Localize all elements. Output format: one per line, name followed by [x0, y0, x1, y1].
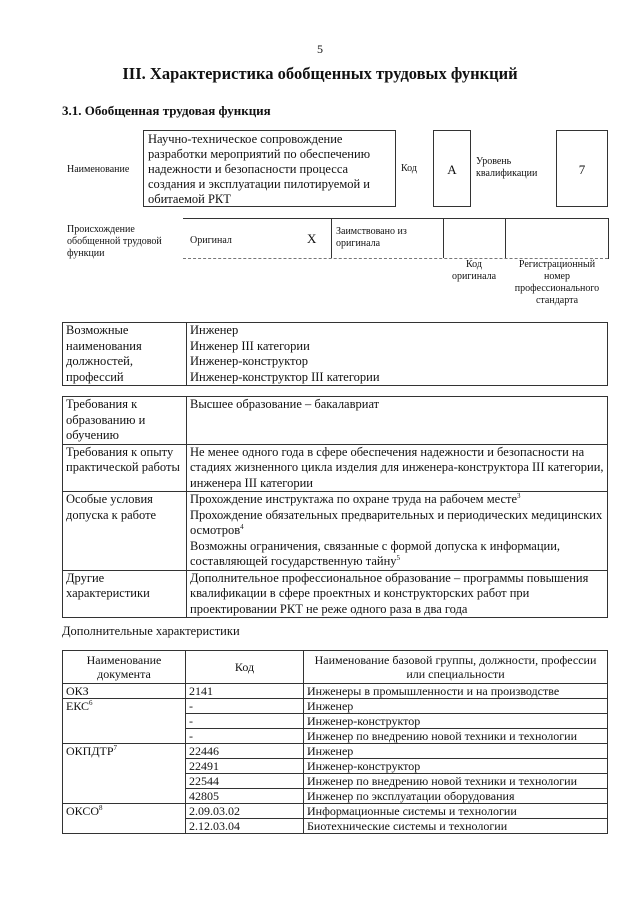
- footnote-ref: 7: [113, 744, 118, 752]
- code-cell: 22446: [186, 744, 304, 759]
- title-cell: Информационные системы и технологии: [304, 804, 608, 819]
- admission-line: Возможны ограничения, связанные с формой допуска к информации, составляющей государственную тайну: [190, 538, 561, 568]
- code-cell: 42805: [186, 789, 304, 804]
- original-label: Оригинал: [190, 235, 232, 246]
- title-cell: Инженер по внедрению новой техники и технологии: [304, 729, 608, 744]
- admission-line: Прохождение обязательных предварительных и периодических медицинских осмотров: [190, 507, 603, 537]
- footnote-ref: 8: [99, 804, 103, 812]
- origin-divider-1: [331, 218, 332, 258]
- admission-line: Прохождение инструктажа по охране труда на рабочем месте: [190, 492, 518, 506]
- position-item: Инженер-конструктор III категории: [190, 369, 380, 384]
- col-header-code: Код: [186, 651, 304, 684]
- positions-table: [62, 322, 608, 386]
- function-name: Научно-техническое сопровождение разработки мероприятий по обеспечению надежности и безопасности процесса создания и эксплуатации пилотируемой и обитаемой РКТ: [143, 130, 396, 207]
- doc-name: ОКЗ: [63, 684, 186, 699]
- doc-name: ОКСО$^8$: [63, 804, 186, 834]
- reg-caption: Регистрационный номер профессионального стандарта: [514, 259, 600, 306]
- req-label-education: Требования к образованию и обучению: [63, 397, 187, 445]
- code-cell: 22491: [186, 759, 304, 774]
- title-cell: Биотехнические системы и технологии: [304, 819, 608, 834]
- title-cell: Инженер: [304, 744, 608, 759]
- level-label: Уровень квалификации: [476, 156, 538, 179]
- table-row: [63, 684, 608, 699]
- doc-name: ЕКС$^6$: [63, 699, 186, 744]
- code-cell: 2.09.03.02: [186, 804, 304, 819]
- code-cell: -: [186, 699, 304, 714]
- table-row: [63, 804, 608, 819]
- code-cell: -: [186, 714, 304, 729]
- req-value-education: Высшее образование – бакалавриат: [187, 397, 608, 445]
- name-label: Наименование: [67, 164, 130, 175]
- origin-label: Происхождение обобщенной трудовой функции: [67, 224, 162, 259]
- position-item: Инженер III категории: [190, 338, 310, 353]
- code-caption: Код оригинала: [451, 259, 497, 282]
- footnote-ref: 6: [89, 699, 93, 707]
- table-row: [63, 744, 608, 759]
- title-cell: Инженер-конструктор: [304, 714, 608, 729]
- footnote-ref: 3: [517, 491, 521, 500]
- code-cell: 22544: [186, 774, 304, 789]
- code-cell: -: [186, 729, 304, 744]
- positions-label: Возможные наименования должностей, профессий: [63, 323, 187, 386]
- code-value: A: [433, 130, 471, 207]
- page-number: 5: [317, 42, 323, 56]
- col-header-doc: Наименование документа: [63, 651, 186, 684]
- req-value-other: Дополнительное профессиональное образование – программы повышения квалификации в сфере проектных и конструкторских работ при проектировании РКТ не реже одного раза в два года: [187, 570, 608, 618]
- title-cell: Инженеры в промышленности и на производстве: [304, 684, 608, 699]
- doc-name: ОКПДТР$^7$: [63, 744, 186, 804]
- footnote-ref: 4: [240, 522, 244, 531]
- additional-title: Дополнительные характеристики: [62, 624, 240, 638]
- footnote-ref: 5: [396, 553, 401, 562]
- code-cell: 2.12.03.04: [186, 819, 304, 834]
- level-value: 7: [556, 130, 608, 207]
- position-item: Инженер: [190, 323, 239, 337]
- origin-divider-2: [443, 218, 444, 258]
- req-label-other: Другие характеристики: [63, 570, 187, 618]
- title-cell: Инженер по эксплуатации оборудования: [304, 789, 608, 804]
- title-cell: Инженер по внедрению новой техники и технологии: [304, 774, 608, 789]
- position-item: Инженер-конструктор: [190, 354, 308, 368]
- origin-divider-3: [505, 218, 506, 258]
- req-value-admission: [187, 492, 608, 571]
- code-label: Код: [401, 163, 417, 174]
- title-cell: Инженер-конструктор: [304, 759, 608, 774]
- req-label-admission: Особые условия допуска к работе: [63, 492, 187, 571]
- title-cell: Инженер: [304, 699, 608, 714]
- additional-table: [62, 650, 608, 834]
- borrowed-label: Заимствовано из оригинала: [336, 226, 407, 249]
- req-value-experience: Не менее одного года в сфере обеспечения надежности и безопасности на стадиях жизненного цикла изделия для инженера-конструктора III категории, инженера III категории: [187, 444, 608, 492]
- original-mark: X: [307, 231, 317, 246]
- table-row: [63, 699, 608, 714]
- requirements-table: [62, 396, 608, 618]
- col-header-name: Наименование базовой группы, должности, профессии или специальности: [304, 651, 608, 684]
- req-label-experience: Требования к опыту практической работы: [63, 444, 187, 492]
- subsection-title: 3.1. Обобщенная трудовая функция: [62, 103, 271, 118]
- code-cell: 2141: [186, 684, 304, 699]
- positions-list: [187, 323, 608, 386]
- section-title: III. Характеристика обобщенных трудовых функций: [122, 64, 518, 83]
